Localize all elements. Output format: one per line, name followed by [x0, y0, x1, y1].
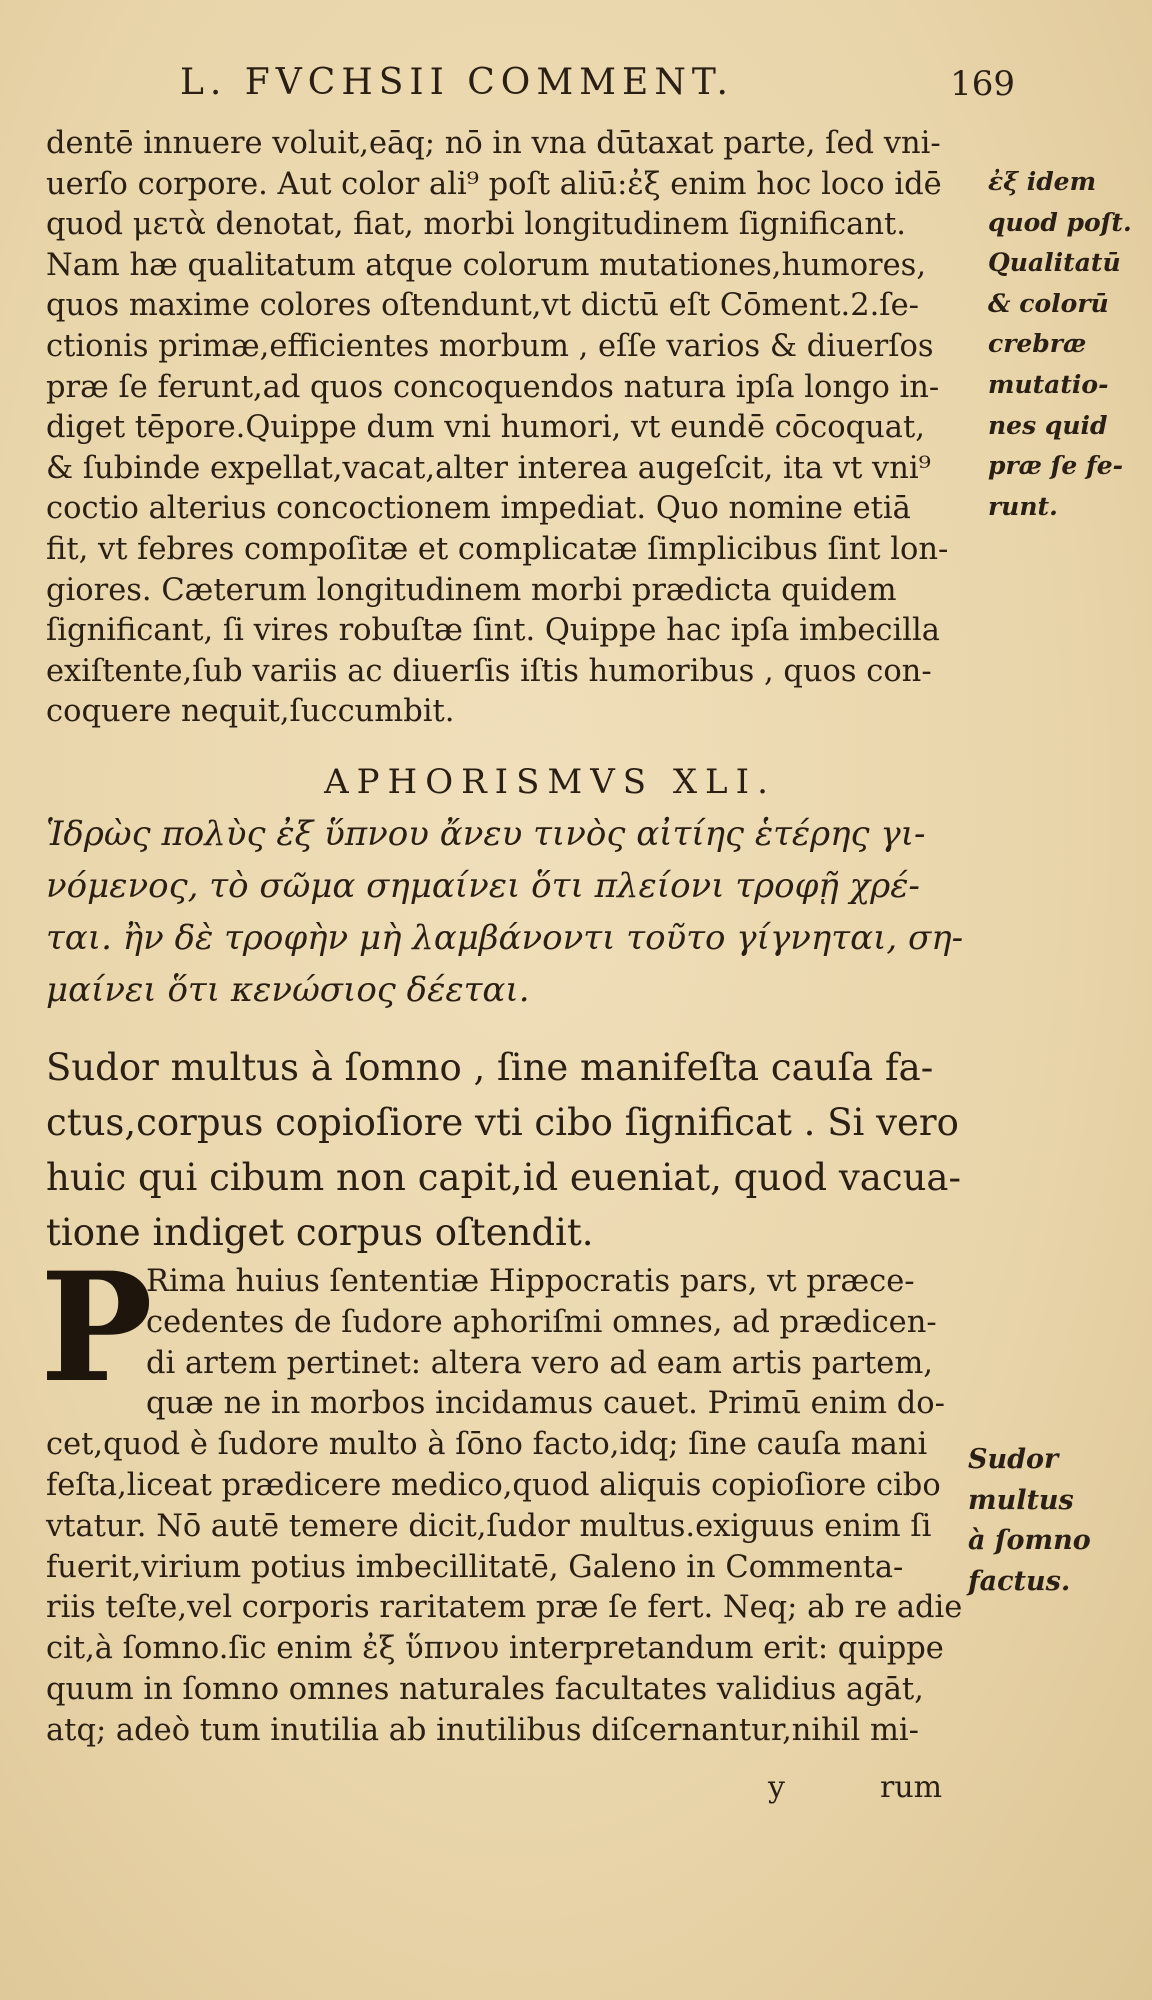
marginal-line: quod poſt. [988, 207, 1132, 237]
latin-aphorism [46, 1040, 996, 1260]
greek-aphorism [46, 808, 986, 1016]
text-line: quod μετὰ denotat, fiat, morbi longitudinem ſignificant. [46, 207, 906, 243]
marginal-line: & colorū [988, 288, 1109, 318]
greek-line: νόμενος, τὸ σῶμα σημαίνει ὅτι πλείονι τροφῇ χρέ- [46, 866, 920, 906]
marginal-line: Qualitatū [988, 248, 1121, 278]
text-line: dentē innuere voluit,eāq; nō in vna dūtaxat parte, ſed vni- [46, 126, 941, 161]
commentary-line: vtatur. Nō autē temere dicit,ſudor multus.exiguus enim ſi [46, 1508, 932, 1544]
page-header [160, 62, 1040, 112]
body-text-block [46, 124, 982, 733]
marginal-line: factus. [968, 1565, 1071, 1597]
commentary-block [46, 1262, 986, 1752]
marginal-note-top [988, 162, 1148, 527]
commentary-line: riis teſte,vel corporis raritatem præ ſe fert. Neq; ab re adie [46, 1590, 963, 1626]
text-line: & ſubinde expellat,vacat,alter interea augeſcit, ita vt vni⁹ [46, 450, 931, 486]
page-number: 169 [950, 64, 1015, 104]
commentary-line: atq; adeò tum inutilia ab inutilibus diſcernantur,nihil mi- [46, 1712, 919, 1748]
latin-line: Sudor multus à ſomno , ſine manifeſta cauſa fa- [46, 1046, 934, 1089]
marginal-line: præ ſe fe- [988, 451, 1124, 481]
page-footer [0, 1770, 1152, 1810]
text-line: exiſtente,ſub variis ac diuerſis iſtis humoribus , quos con- [46, 653, 932, 689]
catchword: rum [880, 1770, 943, 1805]
commentary-line: quum in ſomno omnes naturales facultates validius agāt, [46, 1671, 924, 1707]
commentary-line: cedentes de ſudore aphoriſmi omnes, ad prædicen- [146, 1304, 937, 1340]
commentary-line: fuerit,virium potius imbecillitatē, Galeno in Commenta- [46, 1549, 904, 1585]
marginal-line: Sudor [968, 1444, 1059, 1475]
commentary-line: feſta,liceat prædicere medico,quod aliquis copioſiore cibo [46, 1467, 941, 1503]
text-line: coctio alterius concoctionem impediat. Quo nomine etiā [46, 491, 911, 527]
text-line: diget tēpore.Quippe dum vni humori, vt eundē cōcoquat, [46, 410, 925, 446]
latin-line: tione indiget corpus oſtendit. [46, 1211, 594, 1254]
text-line: coquere nequit,ſuccumbit. [46, 694, 455, 730]
drop-capital: P [40, 1240, 153, 1416]
marginal-line: runt. [988, 491, 1058, 521]
marginal-line: multus [968, 1484, 1074, 1516]
text-line: quos maxime colores oſtendunt,vt dictū eſt Cōment.2.ſe- [46, 288, 919, 324]
aphorism-heading: APHORISMVS XLI. [324, 762, 776, 802]
text-line: ſignificant, ſi vires robuſtæ ſint. Quippe hac ipſa imbecilla [46, 613, 940, 649]
greek-line: ται. ἢν δὲ τροφὴν μὴ λαμβάνοντι τοῦτο γίγνηται, ση- [46, 918, 964, 958]
marginal-line: ἐξ idem [988, 167, 1097, 196]
text-line: giores. Cæterum longitudinem morbi prædicta quidem [46, 572, 897, 608]
commentary-line: quæ ne in morbos incidamus cauet. Primū enim do- [146, 1386, 945, 1422]
text-line: præ ſe ferunt,ad quos concoquendos natura ipſa longo in- [46, 369, 940, 405]
text-line: fit, vt febres compoſitæ et complicatæ ſimplicibus ſint lon- [46, 531, 949, 567]
marginal-line: crebræ [988, 329, 1087, 359]
commentary-line: cit,à ſomno.ſic enim ἐξ ὕπνου interpretandum erit: quippe [46, 1631, 944, 1667]
greek-line: Ἱδρὼς πολὺς ἐξ ὕπνου ἄνευ τινὸς αἰτίης ἑτέρης γι- [46, 814, 926, 854]
text-line: uerſo corpore. Aut color ali⁹ poſt aliū:ἐξ enim hoc loco idē [46, 166, 942, 202]
commentary-line: di artem pertinet: altera vero ad eam artis partem, [146, 1345, 933, 1381]
text-line: Nam hæ qualitatum atque colorum mutationes,humores, [46, 247, 927, 283]
marginal-note-bottom [968, 1440, 1138, 1602]
marginal-line: à ſomno [968, 1525, 1091, 1557]
latin-line: ctus,corpus copioſiore vti cibo ſignificat . Si vero [46, 1101, 959, 1144]
greek-line: μαίνει ὅτι κενώσιος δέεται. [46, 970, 530, 1010]
commentary-line: Rima huius ſententiæ Hippocratis pars, vt præce- [146, 1264, 915, 1299]
signature-mark: y [768, 1770, 785, 1805]
marginal-line: nes quid [988, 410, 1108, 440]
latin-line: huic qui cibum non capit,id eueniat, quod vacua- [46, 1156, 961, 1199]
marginal-line: mutatio- [988, 369, 1109, 399]
running-title: L. FVCHSII COMMENT. [180, 62, 734, 103]
text-line: ctionis primæ,efficientes morbum , eſſe varios & diuerſos [46, 328, 934, 364]
commentary-line: cet,quod è ſudore multo à ſōno facto,idq; ſine cauſa mani [46, 1427, 928, 1463]
